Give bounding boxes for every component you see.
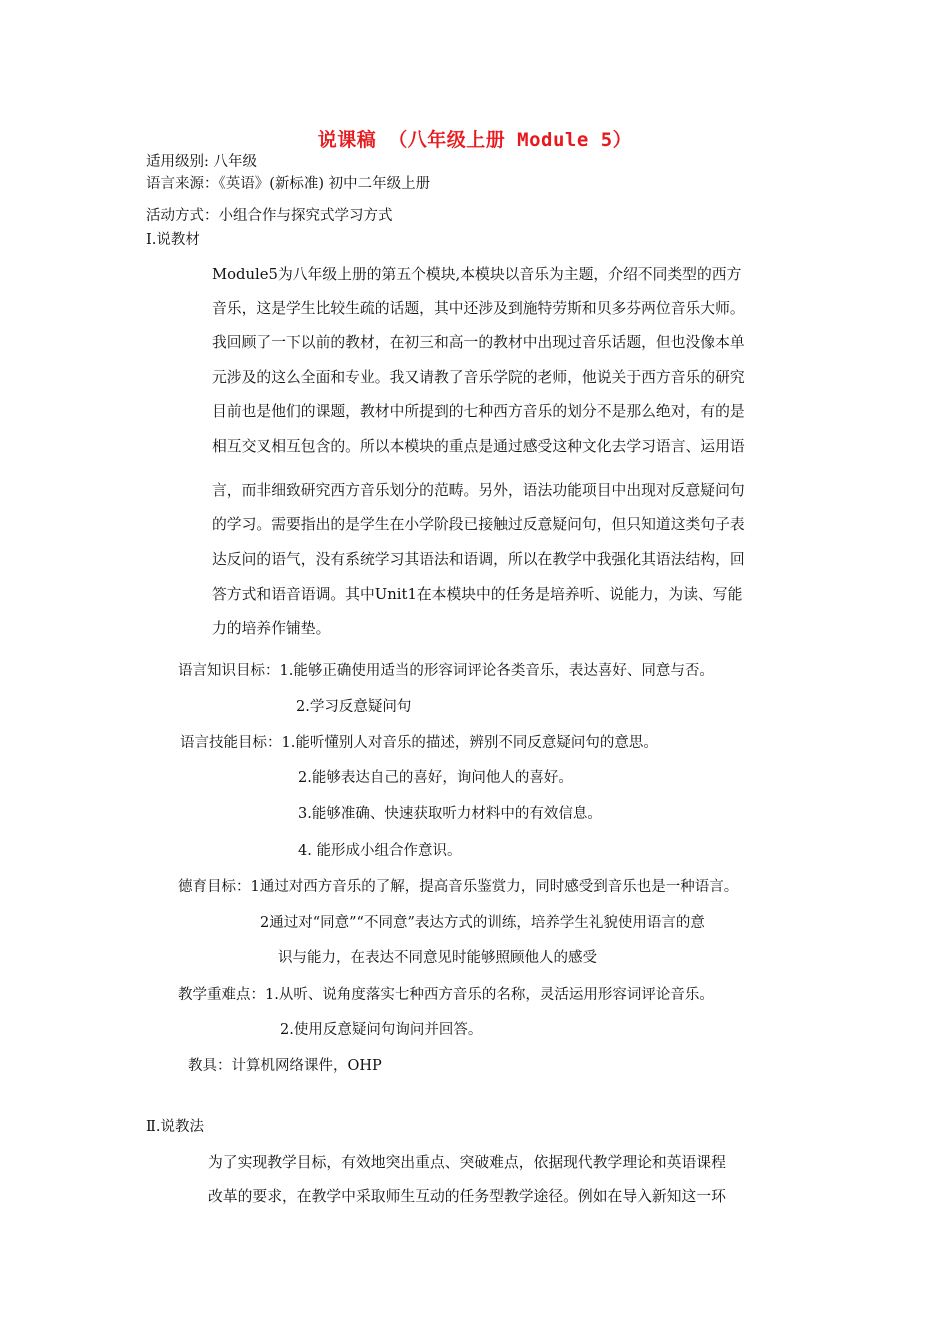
- goal-skill-4: 4. 能形成小组合作意识。: [298, 843, 462, 859]
- goal-skill-3: 3.能够准确、快速获取听力材料中的有效信息。: [298, 806, 602, 822]
- goal-moral-1: 德育目标：1通过对西方音乐的了解，提高音乐鉴赏力，同时感受到音乐也是一种语言。: [178, 879, 739, 895]
- key-points-2: 2.使用反意疑问句询问并回答。: [280, 1022, 483, 1038]
- meta-level: 适用级别: 八年级: [146, 154, 257, 170]
- meta-activity: 活动方式：小组合作与探究式学习方式: [146, 208, 393, 224]
- para-line: 为了实现教学目标，有效地突出重点、突破难点，依据现代教学理论和英语课程: [208, 1154, 726, 1171]
- goal-moral-2: 2通过对“同意”“不同意”表达方式的训练，培养学生礼貌使用语言的意: [260, 915, 705, 931]
- goal-skill-2: 2.能够表达自己的喜好，询问他人的喜好。: [298, 770, 573, 786]
- para-line: 力的培养作铺垫。: [212, 620, 331, 637]
- para-line: 改革的要求，在教学中采取师生互动的任务型教学途径。例如在导入新知这一环: [208, 1188, 726, 1205]
- para-line: 相互交叉相互包含的。所以本模块的重点是通过感受这种文化去学习语言、运用语: [212, 438, 745, 455]
- goal-knowledge-1: 语言知识目标：1.能够正确使用适当的形容词评论各类音乐，表达喜好、同意与否。: [178, 663, 714, 679]
- para-line: 的学习。需要指出的是学生在小学阶段已接触过反意疑问句，但只知道这类句子表: [212, 516, 745, 533]
- section1-heading: Ⅰ.说教材: [146, 232, 200, 248]
- section2-heading: Ⅱ.说教法: [146, 1119, 204, 1135]
- para-line: 答方式和语音语调。其中Unit1在本模块中的任务是培养听、说能力，为读、写能: [212, 586, 743, 603]
- goal-moral-3: 识与能力，在表达不同意见时能够照顾他人的感受: [278, 950, 597, 966]
- para-line: 言，而非细致研究西方音乐划分的范畴。另外，语法功能项目中出现对反意疑问句: [212, 482, 745, 499]
- goal-knowledge-2: 2.学习反意疑问句: [296, 699, 412, 715]
- para-line: 目前也是他们的课题，教材中所提到的七种西方音乐的划分不是那么绝对，有的是: [212, 403, 745, 420]
- document-title: 说课稿 （八年级上册 Module 5）: [317, 129, 633, 151]
- para-line: 我回顾了一下以前的教材，在初三和高一的教材中出现过音乐话题，但也没像本单: [212, 334, 745, 351]
- teaching-aids: 教具：计算机网络课件，OHP: [188, 1058, 382, 1074]
- para-line: 元涉及的这么全面和专业。我又请教了音乐学院的老师，他说关于西方音乐的研究: [212, 369, 745, 386]
- para-line: 达反问的语气，没有系统学习其语法和语调，所以在教学中我强化其语法结构，回: [212, 551, 745, 568]
- para-line: 音乐，这是学生比较生疏的话题，其中还涉及到施特劳斯和贝多芬两位音乐大师。: [212, 300, 745, 317]
- key-points-1: 教学重难点：1.从听、说角度落实七种西方音乐的名称，灵活运用形容词评论音乐。: [178, 987, 714, 1003]
- para-line: Module5为八年级上册的第五个模块,本模块以音乐为主题，介绍不同类型的西方: [212, 266, 742, 283]
- goal-skill-1: 语言技能目标：1.能听懂别人对音乐的描述，辨别不同反意疑问句的意思。: [180, 735, 658, 751]
- meta-source: 语言来源：《英语》(新标准) 初中二年级上册: [146, 176, 431, 192]
